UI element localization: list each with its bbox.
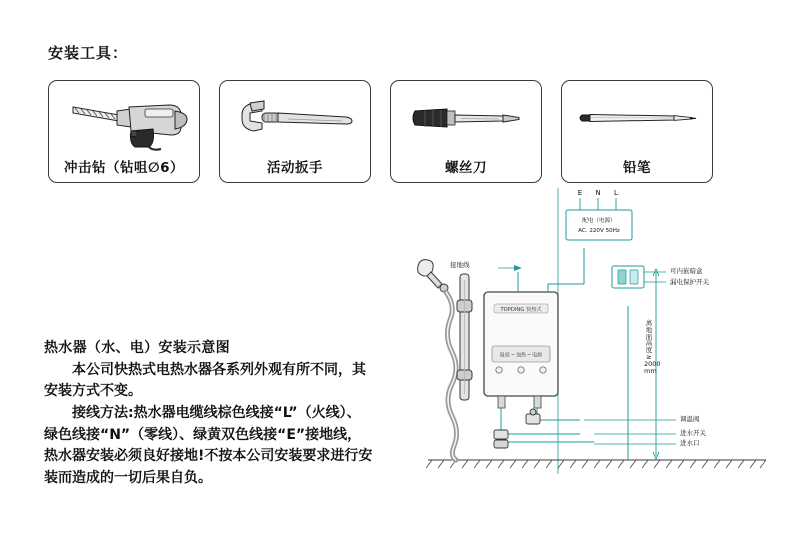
- diagram-svg: [398, 188, 780, 494]
- adjustable-wrench-icon: [220, 85, 370, 151]
- water-switch-label: 进水开关: [680, 429, 706, 437]
- svg-text:E: E: [577, 189, 583, 197]
- svg-text:AC. 220V 50Hz: AC. 220V 50Hz: [578, 228, 620, 234]
- description-paragraph-1: 本公司快热式电热水器各系列外观有所不同，其安装方式不变。: [44, 361, 366, 400]
- tool-card-pencil: [561, 80, 713, 183]
- tool-card-screwdriver: [390, 80, 542, 183]
- tool-label: 螺丝刀: [445, 160, 487, 176]
- description-heading: 热水器（水、电）安装示意图: [44, 340, 230, 356]
- tool-label: 冲击钻（钻咀∅6）: [64, 160, 184, 176]
- tools-section-title: 安装工具：: [48, 44, 129, 62]
- tool-label: 铅笔: [623, 160, 651, 176]
- svg-text:N: N: [595, 189, 601, 197]
- ground-wire-label: 接地线: [450, 261, 470, 269]
- tool-card-adjustable-wrench: [219, 80, 371, 183]
- tool-card-impact-drill: [48, 80, 200, 183]
- impact-drill-icon: [49, 85, 199, 151]
- water-heater-installation-diagram: [398, 188, 780, 494]
- installation-description: [44, 338, 374, 490]
- water-inlet-label: 进水口: [680, 439, 700, 447]
- tool-label: 活动扳手: [267, 160, 323, 176]
- conduit-box-label: 可内嵌暗盒: [670, 267, 703, 275]
- pencil-icon: [562, 85, 712, 151]
- svg-text:配电（电源）: 配电（电源）: [582, 218, 616, 224]
- mixing-valve-label: 调温阀: [680, 415, 700, 423]
- leakage-switch-label: 漏电保护开关: [670, 278, 709, 286]
- svg-text:温度 ─ 加热 ─ 电源: 温度 ─ 加热 ─ 电源: [499, 352, 543, 359]
- height-label: 离地面高度 ≥ 2000 mm: [644, 319, 661, 375]
- screwdriver-icon: [391, 85, 541, 151]
- description-paragraph-2: 接线方法:热水器电缆线棕色线接“L”（火线）、绿色线接“N”（零线）、绿黄双色线接“E”接地线，热水器安装必须良好接地!不按本公司安装要求进行安装而造成的一切后果自负。: [44, 405, 373, 487]
- svg-text:L: L: [614, 189, 618, 197]
- svg-text:TOPDING 快热式: TOPDING 快热式: [500, 307, 542, 313]
